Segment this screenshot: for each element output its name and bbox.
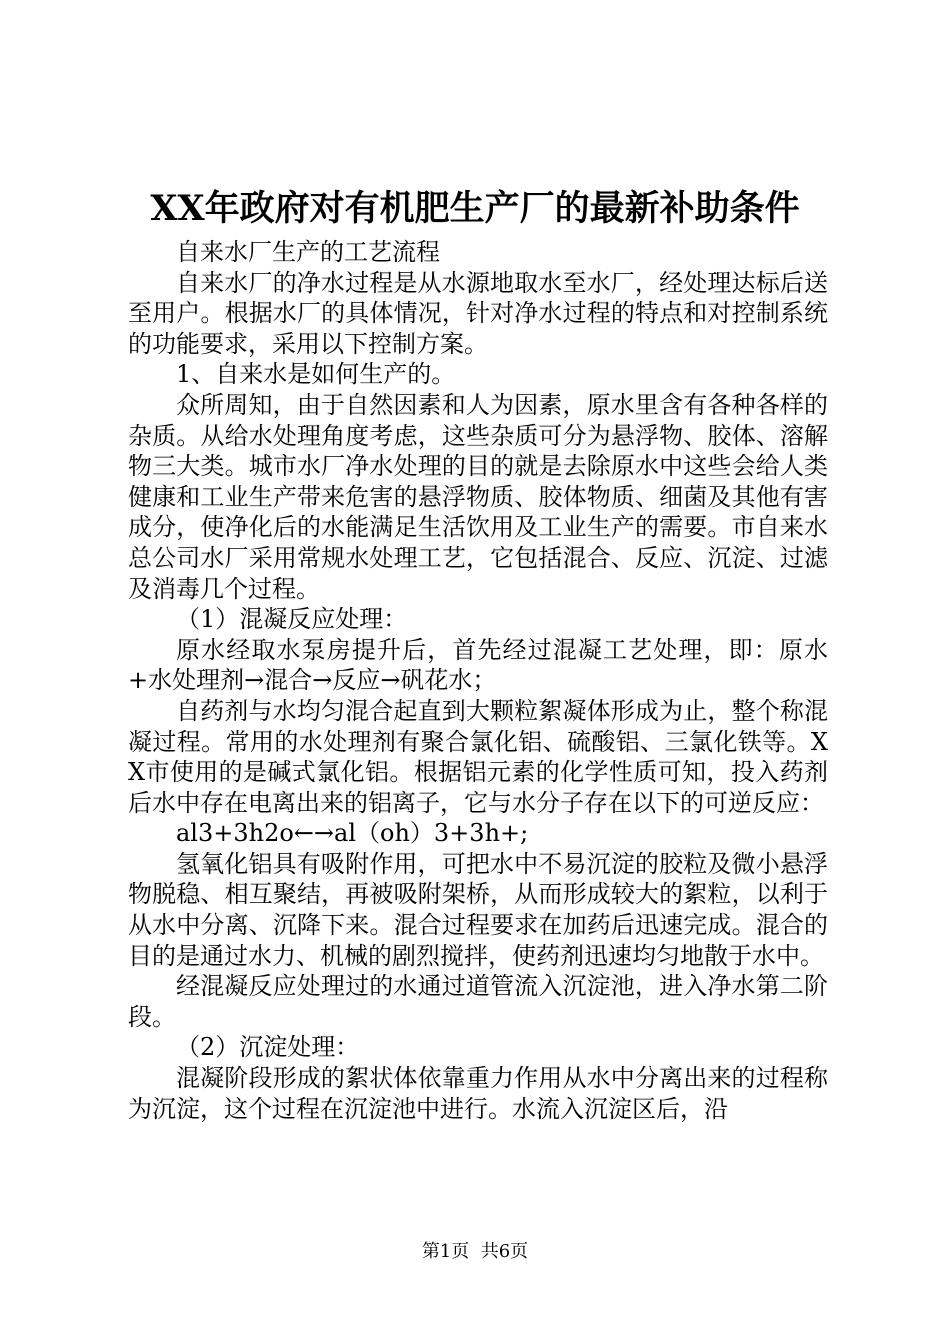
paragraph: （2）沉淀处理： [176, 1033, 360, 1062]
paragraph: 1、自来水是如何生产的。 [176, 360, 456, 389]
page-total: 共6页 [480, 1241, 529, 1262]
paragraph: 原水经取水泵房提升后，首先经过混凝工艺处理，即：原水+水处理剂→混合→反应→矾花水； [128, 635, 828, 695]
document-title: XX年政府对有机肥生产厂的最新补助条件 [150, 188, 800, 229]
paragraph: 氢氧化铝具有吸附作用，可把水中不易沉淀的胶粒及微小悬浮物脱稳、相互聚结，再被吸附架桥，从而形成较大的絮粒，以利于从水中分离、沉降下来。混合过程要求在加药后迅速完成。混合的目的是通过水力、机械的剧烈搅拌，使药剂迅速均匀地散于水中。 [128, 849, 828, 970]
footer-separator [469, 1241, 480, 1262]
paragraph: 混凝阶段形成的絮状体依靠重力作用从水中分离出来的过程称为沉淀，这个过程在沉淀池中进行。水流入沉淀区后，沿 [128, 1064, 828, 1123]
paragraph: 经混凝反应处理过的水通过道管流入沉淀池，进入净水第二阶段。 [128, 972, 828, 1031]
paragraph: （1）混凝反应处理： [176, 605, 408, 634]
paragraph: al3+3h2o←→al（oh）3+3h+; [176, 819, 529, 848]
page-footer [0, 1240, 950, 1264]
paragraph: 自来水厂生产的工艺流程 [176, 238, 440, 266]
document-body [128, 237, 828, 1124]
paragraph: 众所周知，由于自然因素和人为因素，原水里含有各种各样的杂质。从给水处理角度考虑，这些杂质可分为悬浮物、胶体、溶解物三大类。城市水厂净水处理的目的就是去除原水中这些会给人类健康和工业生产带来危害的悬浮物质、胶体物质、细菌及其他有害成分，使净化后的水能满足生活饮用及工业生产的需要。市自来水总公司水厂采用常规水处理工艺，它包括混合、反应、沉淀、过滤及消毒几个过程。 [128, 390, 828, 603]
page-number: 第1页 [421, 1241, 470, 1262]
paragraph: 自来水厂的净水过程是从水源地取水至水厂，经处理达标后送至用户。根据水厂的具体情况，针对净水过程的特点和对控制系统的功能要求，采用以下控制方案。 [128, 268, 828, 358]
paragraph: 自药剂与水均匀混合起直到大颗粒絮凝体形成为止，整个称混凝过程。常用的水处理剂有聚合氯化铝、硫酸铝、三氯化铁等。XX市使用的是碱式氯化铝。根据铝元素的化学性质可知，投入药剂后水中存在电离出来的铝离子，它与水分子存在以下的可逆反应： [128, 696, 828, 817]
